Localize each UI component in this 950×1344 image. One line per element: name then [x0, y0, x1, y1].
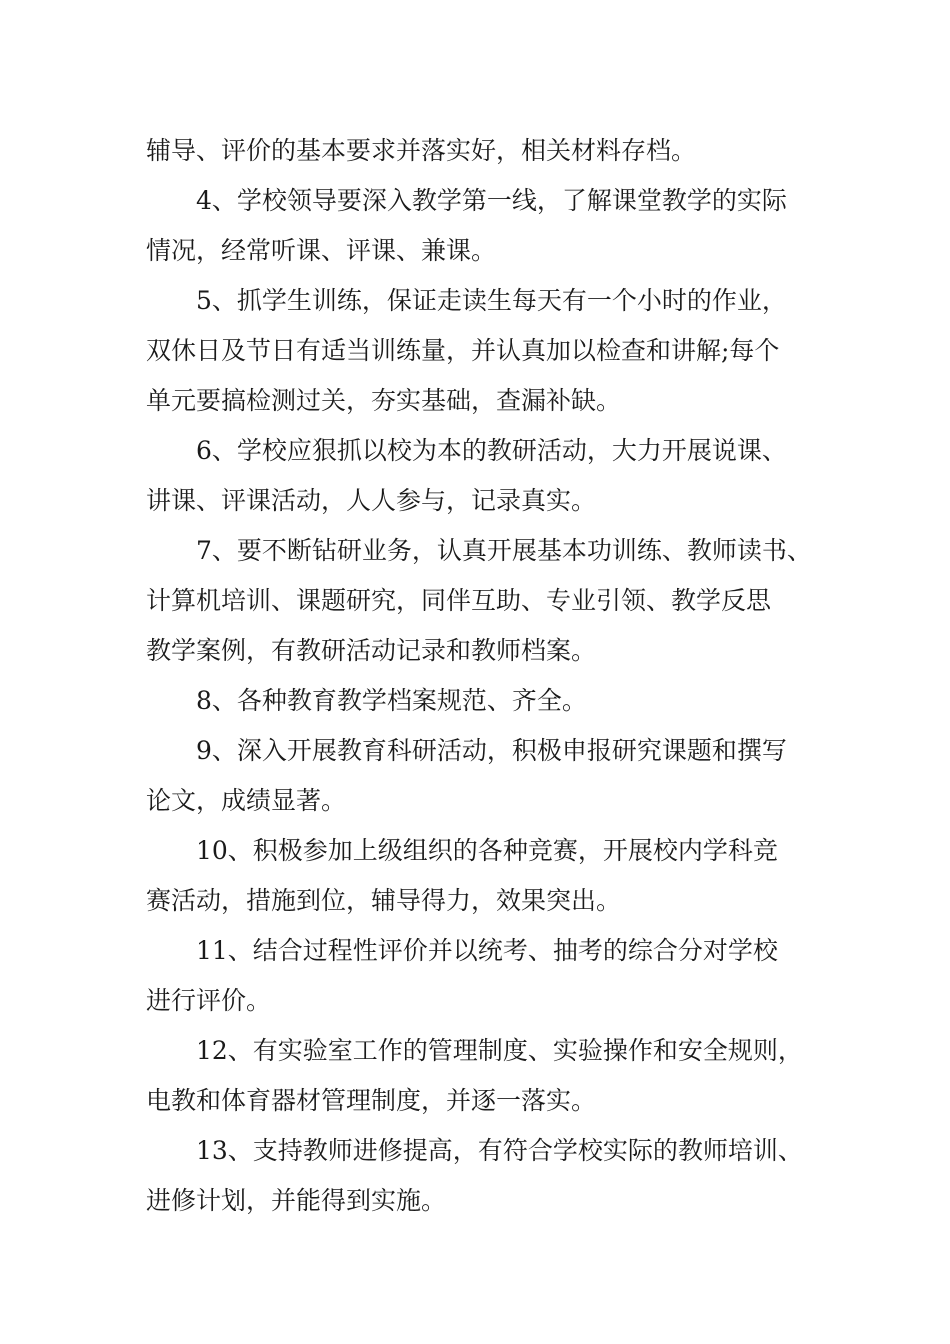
paragraph-12-line-1: 12、有实验室工作的管理制度、实验操作和安全规则， [196, 1036, 803, 1065]
paragraph-4-line-1: 4、学校领导要深入教学第一线，了解课堂教学的实际 [196, 186, 787, 215]
paragraph-10-line-2: 赛活动，措施到位，辅导得力，效果突出。 [146, 886, 622, 915]
paragraph-6-line-1: 6、学校应狠抓以校为本的教研活动，大力开展说课、 [196, 436, 787, 465]
paragraph-11-line-1: 11、结合过程性评价并以统考、抽考的综合分对学校 [196, 936, 778, 965]
paragraph-8-line-1: 8、各种教育教学档案规范、齐全。 [196, 686, 587, 715]
text-line: 辅导、评价的基本要求并落实好，相关材料存档。 [146, 136, 697, 165]
paragraph-5-line-3: 单元要搞检测过关，夯实基础，查漏补缺。 [146, 386, 622, 415]
paragraph-12-line-2: 电教和体育器材管理制度，并逐一落实。 [146, 1086, 597, 1115]
paragraph-7-line-2: 计算机培训、课题研究，同伴互助、专业引领、教学反思 [146, 586, 772, 615]
paragraph-10-line-1: 10、积极参加上级组织的各种竞赛，开展校内学科竞 [196, 836, 778, 865]
paragraph-13-line-2: 进修计划，并能得到实施。 [146, 1186, 447, 1215]
paragraph-11-line-2: 进行评价。 [146, 986, 272, 1015]
paragraph-4-line-2: 情况，经常听课、评课、兼课。 [146, 236, 497, 265]
paragraph-7-line-3: 教学案例，有教研活动记录和教师档案。 [146, 636, 597, 665]
paragraph-9-line-2: 论文，成绩显著。 [146, 786, 347, 815]
paragraph-5-line-1: 5、抓学生训练，保证走读生每天有一个小时的作业， [196, 286, 787, 315]
paragraph-6-line-2: 讲课、评课活动，人人参与，记录真实。 [146, 486, 597, 515]
paragraph-5-line-2: 双休日及节日有适当训练量，并认真加以检查和讲解;每个 [146, 336, 780, 365]
document-body [146, 126, 836, 1226]
paragraph-13-line-1: 13、支持教师进修提高，有符合学校实际的教师培训、 [196, 1136, 803, 1165]
paragraph-7-line-1: 7、要不断钻研业务，认真开展基本功训练、教师读书、 [196, 536, 812, 565]
paragraph-9-line-1: 9、深入开展教育科研活动，积极申报研究课题和撰写 [196, 736, 787, 765]
